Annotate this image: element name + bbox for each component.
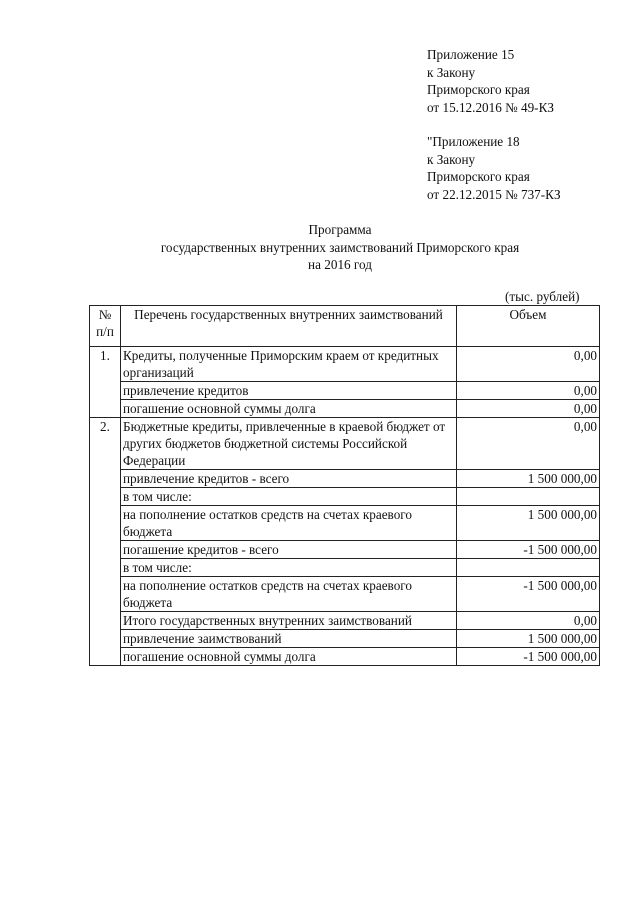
header-name: Перечень государственных внутренних заимствований xyxy=(121,306,457,347)
row-name: погашение основной суммы долга xyxy=(121,400,457,418)
table-row xyxy=(90,541,600,559)
table-row xyxy=(90,418,600,470)
appendix-line: "Приложение 18 xyxy=(427,134,520,149)
appendix-line: Приморского края xyxy=(427,82,530,97)
appendix-line: к Закону xyxy=(427,64,476,80)
appendix-line: Приложение 15 xyxy=(427,47,515,62)
table-row xyxy=(90,488,600,506)
row-volume: 0,00 xyxy=(457,418,600,470)
row-name: привлечение кредитов xyxy=(121,382,457,400)
row-volume: 0,00 xyxy=(457,382,600,400)
table-row xyxy=(90,470,600,488)
row-name: на пополнение остатков средств на счетах краевого бюджета xyxy=(121,577,457,612)
table-header-row xyxy=(90,306,600,347)
units-label: (тыс. рублей) xyxy=(505,289,580,304)
row-volume: 0,00 xyxy=(457,612,600,630)
row-name: в том числе: xyxy=(121,559,457,577)
table-row xyxy=(90,648,600,666)
row-volume: -1 500 000,00 xyxy=(457,541,600,559)
row-name: привлечение кредитов - всего xyxy=(121,470,457,488)
row-name: Итого государственных внутренних заимствований xyxy=(121,612,457,630)
table-row xyxy=(90,382,600,400)
appendix-line: от 15.12.2016 № 49-КЗ xyxy=(427,99,554,115)
row-volume: 1 500 000,00 xyxy=(457,630,600,648)
table-row xyxy=(90,577,600,612)
row-name: на пополнение остатков средств на счетах краевого бюджета xyxy=(121,506,457,541)
row-volume xyxy=(457,559,600,577)
title-line: Программа xyxy=(308,222,372,237)
row-volume: 0,00 xyxy=(457,400,600,418)
header-num: № п/п xyxy=(90,306,121,347)
row-name: Кредиты, полученные Приморским краем от кредитных организаций xyxy=(121,347,457,382)
appendix-previous xyxy=(427,133,561,203)
appendix-current xyxy=(427,46,554,116)
header-volume: Объем xyxy=(457,306,600,347)
row-name: погашение кредитов - всего xyxy=(121,541,457,559)
row-name: погашение основной суммы долга xyxy=(121,648,457,666)
borrowing-table xyxy=(89,305,600,666)
row-volume: 1 500 000,00 xyxy=(457,470,600,488)
row-name: в том числе: xyxy=(121,488,457,506)
table-row xyxy=(90,347,600,382)
appendix-line: от 22.12.2015 № 737-КЗ xyxy=(427,186,561,202)
row-volume: 1 500 000,00 xyxy=(457,506,600,541)
row-volume: -1 500 000,00 xyxy=(457,648,600,666)
row-volume: -1 500 000,00 xyxy=(457,577,600,612)
document-title xyxy=(80,221,600,274)
appendix-line: к Закону xyxy=(427,151,476,167)
title-line: государственных внутренних заимствований Приморского края xyxy=(160,239,520,255)
table-row xyxy=(90,630,600,648)
row-name: Бюджетные кредиты, привлеченные в краевой бюджет от других бюджетов бюджетной системы Российской Федерации xyxy=(121,418,457,470)
appendix-line: Приморского края xyxy=(427,169,530,184)
table-row xyxy=(90,400,600,418)
table-row xyxy=(90,506,600,541)
row-volume xyxy=(457,488,600,506)
row-volume: 0,00 xyxy=(457,347,600,382)
table-row xyxy=(90,612,600,630)
section-number: 2. xyxy=(90,418,121,666)
table-row xyxy=(90,559,600,577)
section-number: 1. xyxy=(90,347,121,418)
title-line: на 2016 год xyxy=(308,257,372,272)
row-name: привлечение заимствований xyxy=(121,630,457,648)
